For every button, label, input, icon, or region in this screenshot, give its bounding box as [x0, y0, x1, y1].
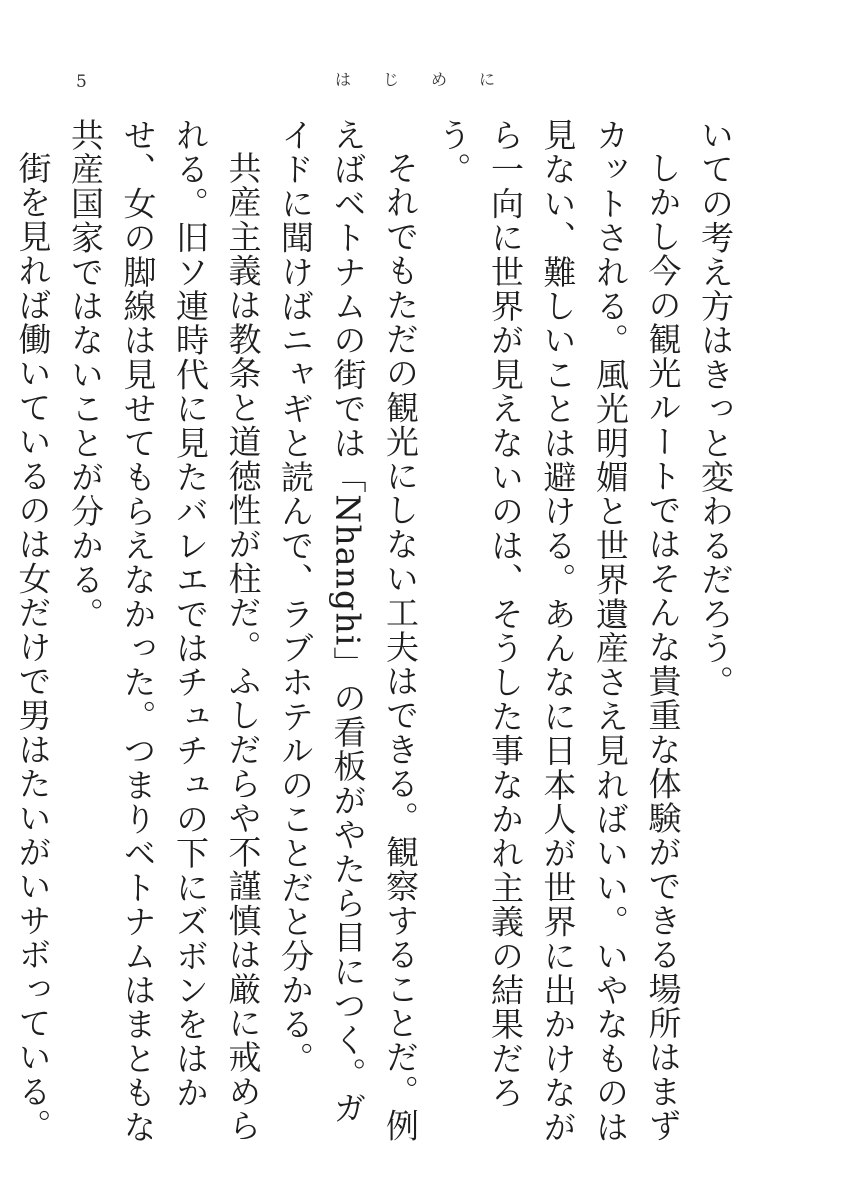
- paragraph-2: しかし今の観光ルートではそんな貴重な体験ができる場所はまずカットされる。風光明媚と世界遺産さえ見ればいい。いやなものは見ない、難しいことは避ける。あんなに日本人が世界に出かけながら一向に世界が見えないのは、そうした事なかれ主義の結果だろう。: [433, 118, 683, 1144]
- paragraph-1: いての考え方はきっと変わるだろう。: [696, 118, 735, 700]
- paragraph-5: 街を見れば働いているのは女だけで男はたいがいサボっている。: [13, 151, 53, 1143]
- paragraph-3: それでもただの観光にしない工夫はできる。観察することだ。例えばベトナムの街では「Nhanghi」の看板がやたら目につく。ガイドに聞けばニャギと読んで、ラブホテルのことだと分かる。: [276, 118, 420, 1143]
- body-text: [13, 118, 741, 1148]
- running-head: はじめに: [335, 70, 528, 89]
- paragraph-4: 共産主義は教条と道徳性が柱だ。ふしだらや不謹慎は厳に戒められる。旧ソ連時代に見たバレエではチュチュの下にズボンをはかせ、女の脚線は見せてもらえなかった。つまりベトナムはまともな共産国家ではないことが分かる。: [66, 118, 263, 1144]
- page-number: 5: [76, 72, 87, 92]
